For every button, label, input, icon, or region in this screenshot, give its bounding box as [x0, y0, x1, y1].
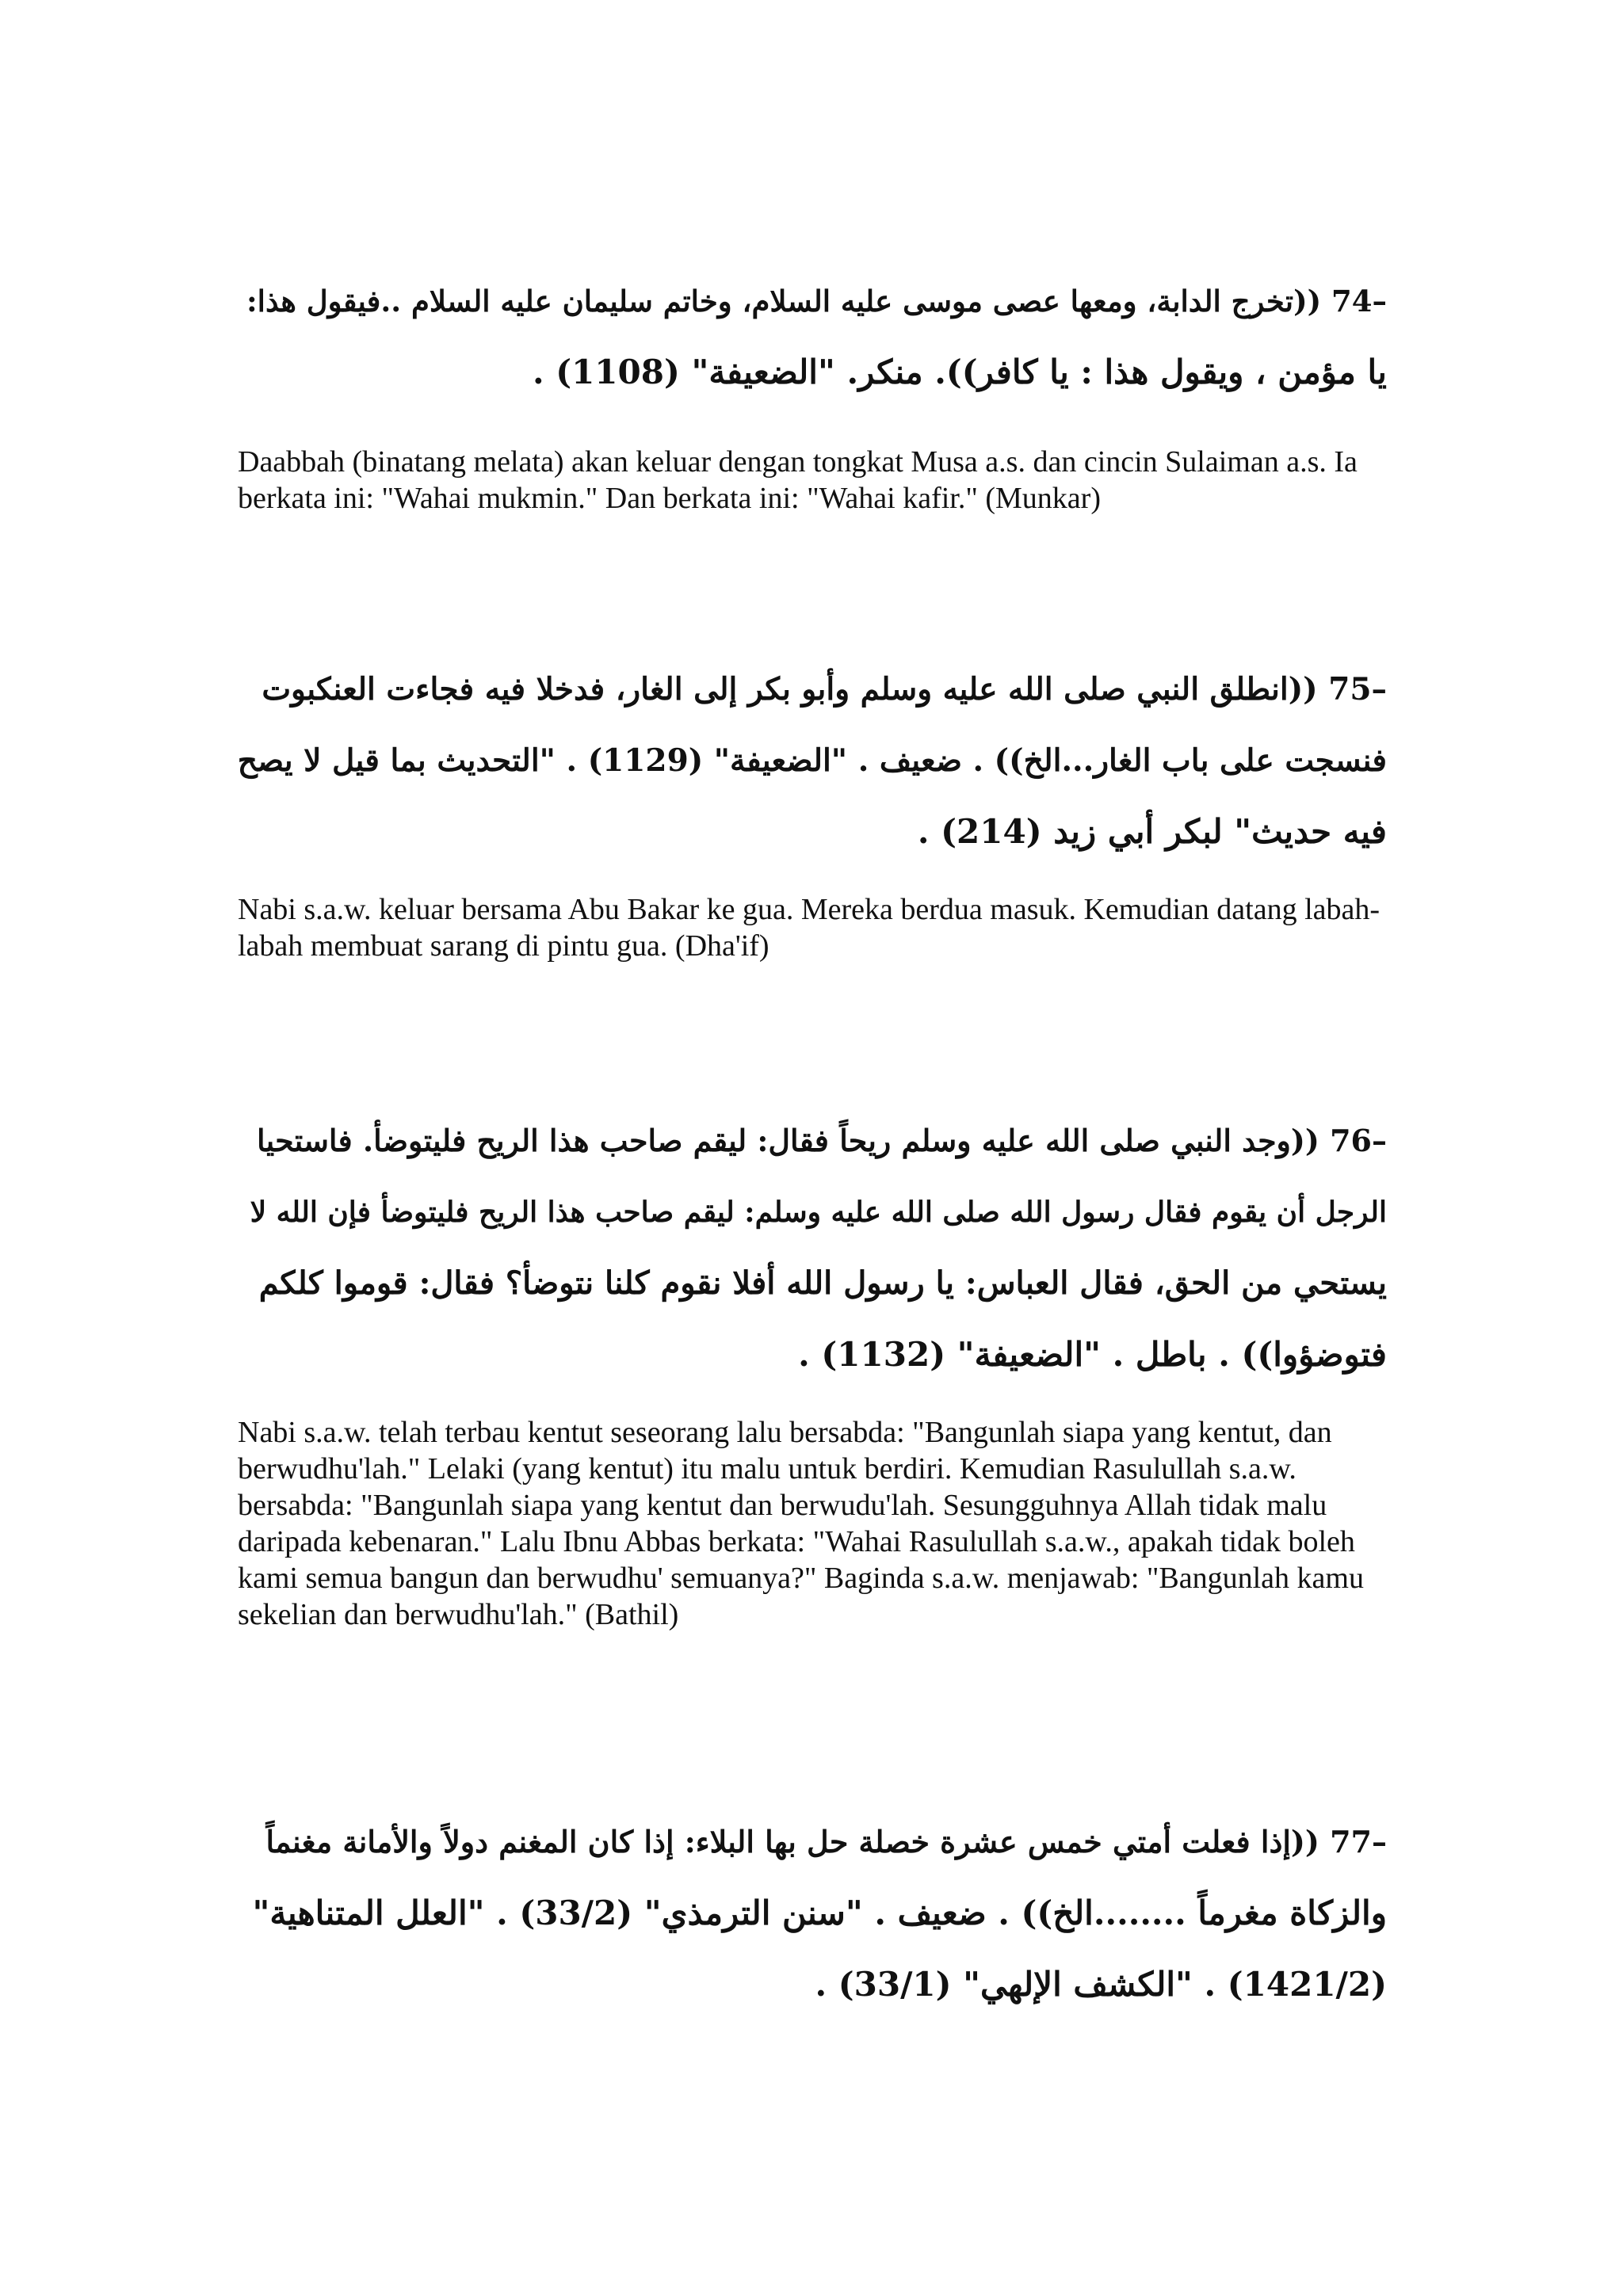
arabic-line: –75 ((انطلق النبي صلى الله عليه وسلم وأبو بكر إلى الغار، فدخلا فيه فجاءت العنكبوت	[262, 671, 1387, 707]
hadith-entry-77	[238, 1806, 1387, 2020]
arabic-line: والزكاة مغرماً ........الخ)) . ضعيف . "سنن الترمذي" (33/2) . "العلل المتناهية"	[252, 1894, 1387, 1932]
arabic-text	[238, 1806, 1387, 2020]
arabic-line: فتوضؤوا)) . باطل . "الضعيفة" (1132) .	[798, 1335, 1387, 1374]
arabic-line: (1421/2) . "الكشف الإلهي" (33/1) .	[815, 1965, 1387, 2004]
arabic-line: يستحي من الحق، فقال العباس: يا رسول الله أفلا نقوم كلنا نتوضأ؟ فقال: قوموا كلكم	[258, 1264, 1387, 1302]
translation-text: Nabi s.a.w. telah terbau kentut seseorang lalu bersabda: "Bangunlah siapa yang kentut, dan berwudhu'lah." Lelaki (yang kentut) itu malu untuk berdiri. Kemudian Rasulullah s.a.w. bersabda: "Bangunlah siapa yang kentut dan berwudu'lah. Sesungguhnya Allah tidak malu daripada kebenaran." Lalu Ibnu Abbas berkata: "Wahai Rasulullah s.a.w., apakah tidak boleh kami semua bangun dan berwudhu' semuanya?" Baginda s.a.w. menjawab: "Bangunlah kamu sekelian dan berwudhu'lah." (Bathil)	[238, 1416, 1364, 1631]
hadith-entry-76	[238, 1105, 1387, 1631]
arabic-text	[238, 654, 1387, 868]
arabic-line: فنسجت على باب الغار...الخ)) . ضعيف . "الضعيفة" (1129) . "التحديث بما قيل لا يصح	[237, 742, 1387, 779]
arabic-text	[238, 1105, 1387, 1390]
arabic-line: –77 ((إذا فعلت أمتي خمس عشرة خصلة حل بها البلاء: إذا كان المغنم دولاً والأمانة مغنماً	[265, 1824, 1387, 1859]
arabic-line: –74 ((تخرج الدابة، ومعها عصى موسى عليه السلام، وخاتم سليمان عليه السلام ..فيقول هذا:	[246, 284, 1387, 318]
hadith-entry-75	[237, 654, 1387, 963]
hadith-entry-74	[238, 265, 1387, 515]
arabic-line: فيه حديث" لبكر أبي زيد (214) .	[917, 812, 1387, 851]
arabic-text	[238, 265, 1387, 408]
translation-text: Nabi s.a.w. keluar bersama Abu Bakar ke gua. Mereka berdua masuk. Kemudian datang labah-labah membuat sarang di pintu gua. (Dha'if)	[238, 893, 1381, 963]
arabic-line: –76 ((وجد النبي صلى الله عليه وسلم ريحاً فقال: ليقم صاحب هذا الريح فليتوضأ. فاستحيا	[257, 1123, 1387, 1158]
arabic-line: يا مؤمن ، ويقول هذا : يا كافر)). منكر. "الضعيفة" (1108) .	[532, 353, 1387, 391]
translation-text: Daabbah (binatang melata) akan keluar dengan tongkat Musa a.s. dan cincin Sulaiman a.s. Ia berkata ini: "Wahai mukmin." Dan berkata ini: "Wahai kafir." (Munkar)	[238, 445, 1358, 515]
arabic-line: الرجل أن يقوم فقال رسول الله صلى الله عليه وسلم: ليقم صاحب هذا الريح فليتوضأ فإن الله لا	[250, 1196, 1387, 1229]
